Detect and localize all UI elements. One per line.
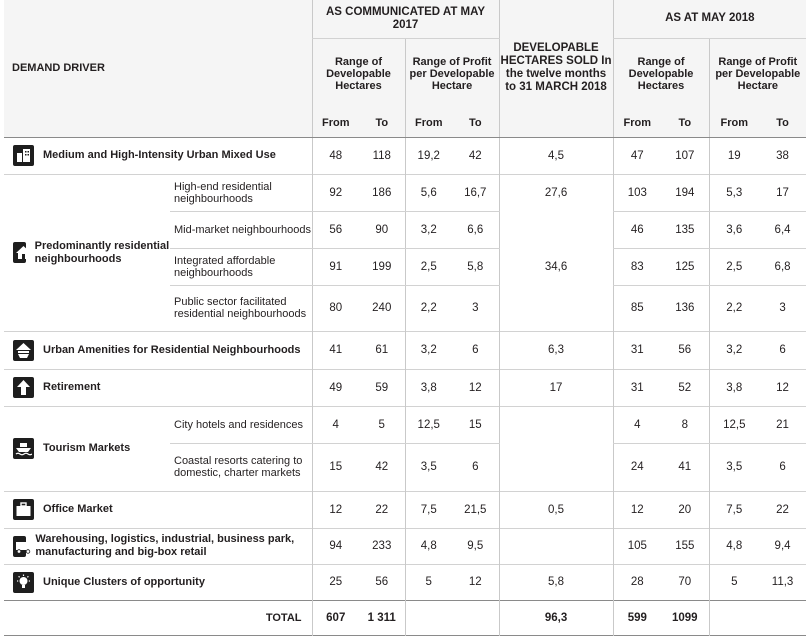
- sub-driver-label: Coastal resorts catering to domestic, charter markets: [174, 455, 303, 479]
- cell: 12: [776, 381, 789, 394]
- cell: 56: [312, 211, 359, 248]
- cell: [452, 600, 499, 635]
- table-row: [4, 528, 806, 564]
- cell: 12: [312, 491, 359, 528]
- cell: 52: [678, 381, 692, 394]
- cell: 24: [613, 443, 661, 491]
- cell: [499, 528, 613, 564]
- cell: 70: [678, 576, 692, 588]
- cell: 1 311: [367, 611, 396, 624]
- cell: 6,8: [759, 248, 806, 285]
- cell: 0,5: [499, 491, 613, 528]
- cell: 94: [312, 528, 359, 564]
- cell: 21: [759, 406, 806, 443]
- cell: 3,8: [709, 369, 759, 406]
- total-row: [4, 600, 806, 635]
- cell: 5,8: [499, 564, 613, 600]
- cell: 107: [675, 149, 695, 162]
- cell: 22: [776, 503, 789, 516]
- cell: 59: [375, 381, 389, 394]
- to-header: To: [759, 110, 806, 137]
- table-row: [4, 406, 806, 443]
- cell: 12: [468, 576, 482, 588]
- cell: 83: [613, 248, 661, 285]
- cell: 9,5: [467, 540, 484, 552]
- demand-driver-header: DEMAND DRIVER: [12, 62, 105, 75]
- cell: 3: [779, 302, 786, 314]
- cell: 233: [372, 540, 392, 552]
- cell: [499, 211, 613, 248]
- cell: 56: [678, 344, 692, 356]
- cell: 1099: [671, 611, 698, 624]
- cell: 8: [661, 406, 709, 443]
- from-header: From: [312, 110, 359, 137]
- cell: 38: [776, 149, 789, 162]
- cell: 4,8: [405, 528, 452, 564]
- cell: 49: [312, 369, 359, 406]
- cell: 5,3: [709, 174, 759, 211]
- cell: 105: [613, 528, 661, 564]
- cell: [499, 443, 613, 491]
- cell: 6,3: [499, 331, 613, 369]
- cell: 2,5: [709, 248, 759, 285]
- to-header: To: [452, 110, 499, 137]
- cell: 4,8: [709, 528, 759, 564]
- cell: 41: [678, 461, 692, 473]
- range-dev-header-2018: Range of Developable Hectares: [613, 38, 709, 110]
- cell: 20: [678, 503, 692, 516]
- sub-driver-label: Integrated affordable neighbourhoods: [170, 248, 312, 285]
- total-label: TOTAL: [265, 611, 302, 624]
- cell: [499, 285, 613, 331]
- cell: 2,2: [709, 285, 759, 331]
- cell: 9,4: [774, 540, 791, 552]
- table-row: [4, 491, 806, 528]
- cell: 96,3: [499, 600, 613, 635]
- amenities-icon: [13, 340, 34, 361]
- as-at-header: AS AT MAY 2018: [613, 0, 806, 38]
- table-row: [4, 174, 806, 211]
- sub-driver-label: City hotels and residences: [170, 406, 312, 443]
- range-profit-header-2017: Range of Profit per Developable Hectare: [405, 38, 499, 110]
- range-profit-header-2018: Range of Profit per Developable Hectare: [709, 38, 806, 110]
- cell: 6,6: [452, 211, 499, 248]
- cell: 5,6: [405, 174, 452, 211]
- driver-label: Warehousing, logistics, industrial, business park, manufacturing and big-box retail: [35, 533, 295, 558]
- cell: 19: [709, 137, 759, 174]
- driver-label: Tourism Markets: [43, 442, 131, 454]
- lightbulb-icon: [13, 572, 34, 593]
- cell: 4: [613, 406, 661, 443]
- cell: 31: [613, 331, 661, 369]
- cell: 3,8: [405, 369, 452, 406]
- cell: 91: [312, 248, 359, 285]
- from-header: From: [709, 110, 759, 137]
- cell: 47: [613, 137, 661, 174]
- cell: 16,7: [452, 174, 499, 211]
- driver-label: Office Market: [43, 503, 113, 515]
- cell: 12: [613, 491, 661, 528]
- cell: 48: [312, 137, 359, 174]
- cell: 4,5: [499, 137, 613, 174]
- cell: 28: [613, 564, 661, 600]
- cell: 186: [359, 174, 405, 211]
- cell: 12,5: [709, 406, 759, 443]
- cell: 7,5: [405, 491, 452, 528]
- cell: 42: [468, 149, 482, 162]
- buildings-icon: [13, 145, 34, 166]
- developable-sold-header: DEVELOPABLE HECTARES SOLD In the twelve months to 31 MARCH 2018: [499, 0, 613, 137]
- cell: [759, 600, 806, 635]
- tree-icon: [13, 377, 34, 398]
- cell: 56: [375, 576, 389, 588]
- cell: 31: [613, 369, 661, 406]
- table-row: [4, 564, 806, 600]
- driver-label: Urban Amenities for Residential Neighbourhoods: [43, 343, 301, 356]
- cell: 46: [613, 211, 661, 248]
- cell: 85: [613, 285, 661, 331]
- cell: 5: [709, 564, 759, 600]
- sub-driver-label: Public sector facilitated residential neighbourhoods: [174, 296, 307, 320]
- cell: 3,2: [405, 211, 452, 248]
- cell: 3: [472, 302, 479, 314]
- cell: 19,2: [405, 137, 452, 174]
- cell: 135: [661, 211, 709, 248]
- cell: 12: [468, 381, 482, 394]
- cell: 599: [613, 600, 661, 635]
- cell: 34,6: [499, 248, 613, 285]
- cell: 103: [613, 174, 661, 211]
- cell: 6: [779, 344, 786, 356]
- communicated-header: AS COMMUNICATED AT MAY 2017: [312, 0, 499, 38]
- table-row: [4, 137, 806, 174]
- data-table: [4, 0, 806, 636]
- boat-icon: [13, 438, 34, 459]
- cell: 199: [359, 248, 405, 285]
- cell: 194: [661, 174, 709, 211]
- cell: 3,5: [709, 443, 759, 491]
- cell: 5: [405, 564, 452, 600]
- cell: 11,3: [771, 576, 794, 588]
- cell: 6: [472, 344, 479, 356]
- table-row: [4, 369, 806, 406]
- cell: 607: [312, 600, 359, 635]
- cell: 21,5: [464, 503, 487, 516]
- table-row: [4, 331, 806, 369]
- to-header: To: [661, 110, 709, 137]
- cell: 15: [312, 443, 359, 491]
- cell: 61: [375, 344, 389, 356]
- cell: 6,4: [759, 211, 806, 248]
- cell: 15: [452, 406, 499, 443]
- cell: 80: [312, 285, 359, 331]
- cell: 2,5: [405, 248, 452, 285]
- briefcase-icon: [13, 499, 34, 520]
- cell: 125: [661, 248, 709, 285]
- cell: 41: [312, 331, 359, 369]
- cell: 17: [759, 174, 806, 211]
- cell: 4: [312, 406, 359, 443]
- cell: 90: [359, 211, 405, 248]
- cell: 118: [372, 149, 391, 162]
- cell: 136: [675, 302, 695, 314]
- cell: 27,6: [499, 174, 613, 211]
- driver-label: Predominantly residential neighbourhoods: [34, 239, 170, 265]
- from-header: From: [405, 110, 452, 137]
- cell: 17: [499, 369, 613, 406]
- cell: 2,2: [405, 285, 452, 331]
- cell: [709, 600, 759, 635]
- driver-label: Unique Clusters of opportunity: [43, 575, 205, 588]
- cell: 6: [779, 461, 786, 473]
- truck-icon: [13, 536, 26, 557]
- cell: 3,2: [709, 331, 759, 369]
- cell: 5: [359, 406, 405, 443]
- driver-label: Medium and High-Intensity Urban Mixed Use: [43, 149, 276, 161]
- cell: 5,8: [452, 248, 499, 285]
- house-icon: [13, 242, 26, 263]
- cell: 92: [312, 174, 359, 211]
- range-dev-header-2017: Range of Developable Hectares: [312, 38, 405, 110]
- cell: 3,2: [405, 331, 452, 369]
- cell: 3,6: [709, 211, 759, 248]
- to-header: To: [359, 110, 405, 137]
- cell: 155: [675, 540, 695, 552]
- cell: [405, 600, 452, 635]
- sub-driver-label: High-end residential neighbourhoods: [170, 174, 312, 211]
- cell: 12,5: [405, 406, 452, 443]
- driver-label: Retirement: [43, 381, 101, 393]
- cell: 3,5: [405, 443, 452, 491]
- cell: 22: [375, 503, 389, 516]
- sub-driver-label: Mid-market neighbourhoods: [170, 211, 312, 248]
- from-header: From: [613, 110, 661, 137]
- cell: [499, 406, 613, 443]
- cell: 42: [375, 461, 389, 473]
- cell: 240: [372, 302, 392, 314]
- cell: 25: [312, 564, 359, 600]
- cell: 6: [472, 461, 479, 473]
- cell: 7,5: [709, 491, 759, 528]
